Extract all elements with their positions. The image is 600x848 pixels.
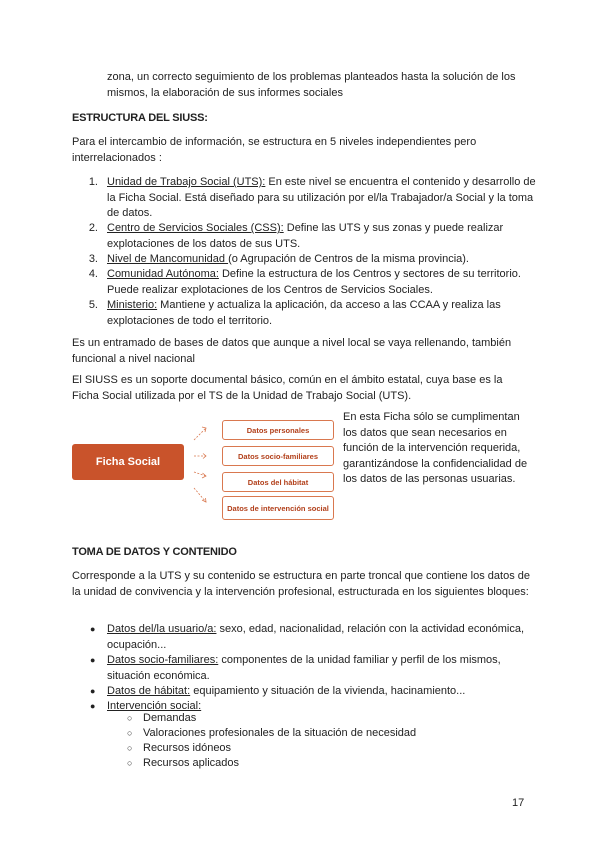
bullet-term: Datos del/la usuario/a: xyxy=(107,623,217,635)
bullet-icon: ● xyxy=(90,624,96,634)
page-number: 17 xyxy=(512,797,525,809)
list-text: Define las UTS y sus zonas y puede realizar explotaciones de los datos de sus UTS. xyxy=(107,222,504,250)
list-term: Comunidad Autónoma: xyxy=(107,268,219,280)
toma-paragraph: Corresponde a la UTS y su contenido se estructura en parte troncal que contiene los datos de la unidad de convivencia y la intervención profesional, estructurada en los siguientes bloques: xyxy=(72,570,530,598)
list-number: 2. xyxy=(88,222,98,234)
box-datos-habitat: Datos del hábitat xyxy=(222,472,334,492)
box-datos-personales: Datos personales xyxy=(222,420,334,440)
bullet-icon: ● xyxy=(90,701,96,711)
circle-bullet-icon: ○ xyxy=(127,743,133,753)
intro-line-1: zona, un correcto seguimiento de los problemas planteados hasta la solución de los xyxy=(107,71,516,83)
bullet-term: Datos de hábitat: xyxy=(107,685,191,697)
bullet-item-socio-familiares xyxy=(107,653,547,684)
bullet-item-habitat xyxy=(107,684,547,700)
estructura-paragraph-1: Para el intercambio de información, se estructura en 5 niveles independientes pero interrelacionados : xyxy=(72,136,477,164)
list-text: Mantiene y actualiza la aplicación, da acceso a las CCAA y realiza las explotaciones de todo el territorio. xyxy=(107,299,501,327)
bullet-text: equipamiento y situación de la vivienda, hacinamiento... xyxy=(190,685,466,697)
circle-bullet-icon: ○ xyxy=(127,758,133,768)
list-text: Define la estructura de los Centros y sectores de su territorio. Puede realizar explotaciones de los Centros de Servicios Sociales. xyxy=(107,268,521,296)
list-number: 4. xyxy=(88,268,98,280)
sub-item-valoraciones: Valoraciones profesionales de la situación de necesidad xyxy=(143,727,417,739)
bullet-term: Intervención social: xyxy=(107,700,202,712)
list-item-ministerio xyxy=(107,298,547,329)
section-heading-toma: TOMA DE DATOS Y CONTENIDO xyxy=(72,546,237,558)
list-text: En este nivel se encuentra el contenido y desarrollo de la Ficha Social. Está diseñado para su utilización por el/la Trabajador/a Social y la toma de datos. xyxy=(107,176,536,219)
list-item-comunidad xyxy=(107,267,547,298)
bullet-term: Datos socio-familiares: xyxy=(107,654,219,666)
diagram-side-text: En esta Ficha sólo se cumplimentan los datos que sean necesarios en función de la intervención requerida, garantizándose la confidencialidad de los datos de las personas usuarias. xyxy=(343,411,528,485)
list-item-uts xyxy=(107,175,547,222)
list-term: Nivel de Mancomunidad xyxy=(107,253,229,265)
bullet-item-usuario xyxy=(107,622,547,653)
list-text: (o Agrupación de Centros de la misma provincia). xyxy=(228,253,469,265)
sub-item-demandas: Demandas xyxy=(143,712,197,724)
bullet-text: sexo, edad, nacionalidad, relación con la actividad económica, ocupación... xyxy=(107,623,525,651)
list-item-mancomunidad xyxy=(107,252,547,268)
intro-line-2: mismos, la elaboración de sus informes sociales xyxy=(107,87,343,99)
bullet-icon: ● xyxy=(90,655,96,665)
list-number: 1. xyxy=(88,176,98,188)
box-datos-intervencion: Datos de intervención social xyxy=(222,496,334,520)
circle-bullet-icon: ○ xyxy=(127,713,133,723)
box-datos-socio-familiares: Datos socio-familiares xyxy=(222,446,334,466)
sub-item-recursos-aplicados: Recursos aplicados xyxy=(143,757,239,769)
bullet-icon: ● xyxy=(90,686,96,696)
list-number: 3. xyxy=(88,253,98,265)
arrows-icon xyxy=(190,408,224,520)
section-heading-estructura: ESTRUCTURA DEL SIUSS: xyxy=(72,112,208,124)
bullet-text: componentes de la unidad familiar y perfil de los mismos, situación económica. xyxy=(107,654,501,682)
list-term: Ministerio: xyxy=(107,299,158,311)
estructura-paragraph-3: El SIUSS es un soporte documental básico, común en el ámbito estatal, cuya base es la Ficha Social utilizada por el TS de la Unidad de Trabajo Social (UTS). xyxy=(72,374,503,402)
sub-item-recursos-idoneos: Recursos idóneos xyxy=(143,742,232,754)
ficha-social-diagram xyxy=(72,408,342,520)
ficha-social-box: Ficha Social xyxy=(72,444,184,480)
circle-bullet-icon: ○ xyxy=(127,728,133,738)
list-item-css xyxy=(107,221,547,252)
estructura-paragraph-2: Es un entramado de bases de datos que aunque a nivel local se vaya rellenando, también funcional a nivel nacional xyxy=(72,337,512,365)
list-term: Centro de Servicios Sociales (CSS): xyxy=(107,222,284,234)
list-term: Unidad de Trabajo Social (UTS): xyxy=(107,176,266,188)
list-number: 5. xyxy=(88,299,98,311)
